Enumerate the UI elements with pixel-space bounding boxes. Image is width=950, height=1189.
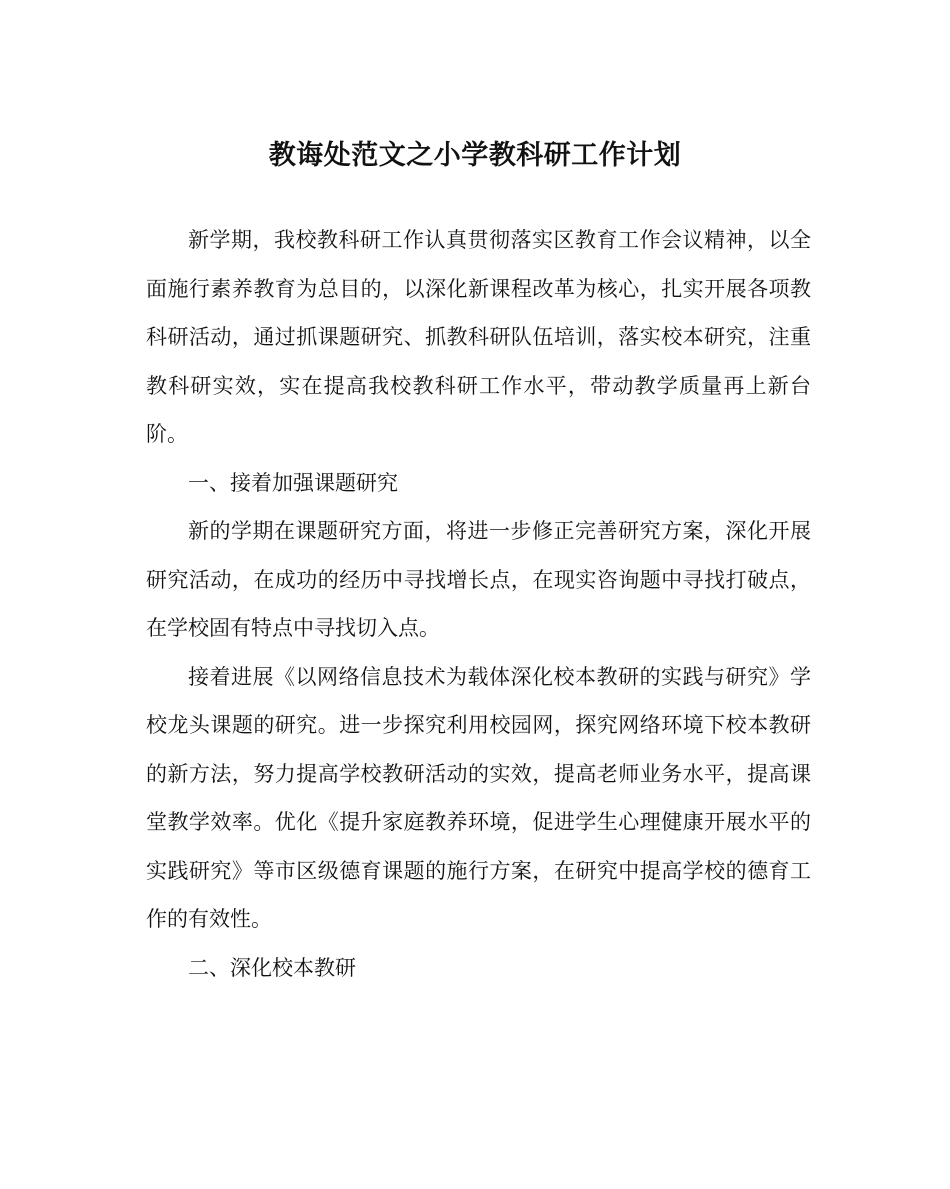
intro-paragraph: 新学期，我校教科研工作认真贯彻落实区教育工作会议精神，以全面施行素养教育为总目的，以深化新课程改革为核心，扎实开展各项教科研活动，通过抓课题研究、抓教科研队伍培训，落实校本研究，注重教科研实效，实在提高我校教科研工作水平，带动教学质量再上新台阶。 <box>146 228 811 446</box>
document-body <box>146 216 811 992</box>
section-heading-2: 二、深化校本教研 <box>188 955 356 980</box>
document-title: 教诲处范文之小学教科研工作计划 <box>268 140 682 171</box>
section-heading-1: 一、接着加强课题研究 <box>188 470 398 495</box>
section-1-paragraph-1: 新的学期在课题研究方面，将进一步修正完善研究方案，深化开展研究活动，在成功的经历中寻找增长点，在现实咨询题中寻找打破点，在学校固有特点中寻找切入点。 <box>146 519 811 640</box>
section-1-paragraph-2: 接着进展《以网络信息技术为载体深化校本教研的实践与研究》学校龙头课题的研究。进一步探究利用校园网，探究网络环境下校本教研的新方法，努力提高学校教研活动的实效，提高老师业务水平，提高课堂教学效率。优化《提升家庭教养环境，促进学生心理健康开展水平的实践研究》等市区级德育课题的施行方案，在研究中提高学校的德育工作的有效性。 <box>146 664 811 931</box>
